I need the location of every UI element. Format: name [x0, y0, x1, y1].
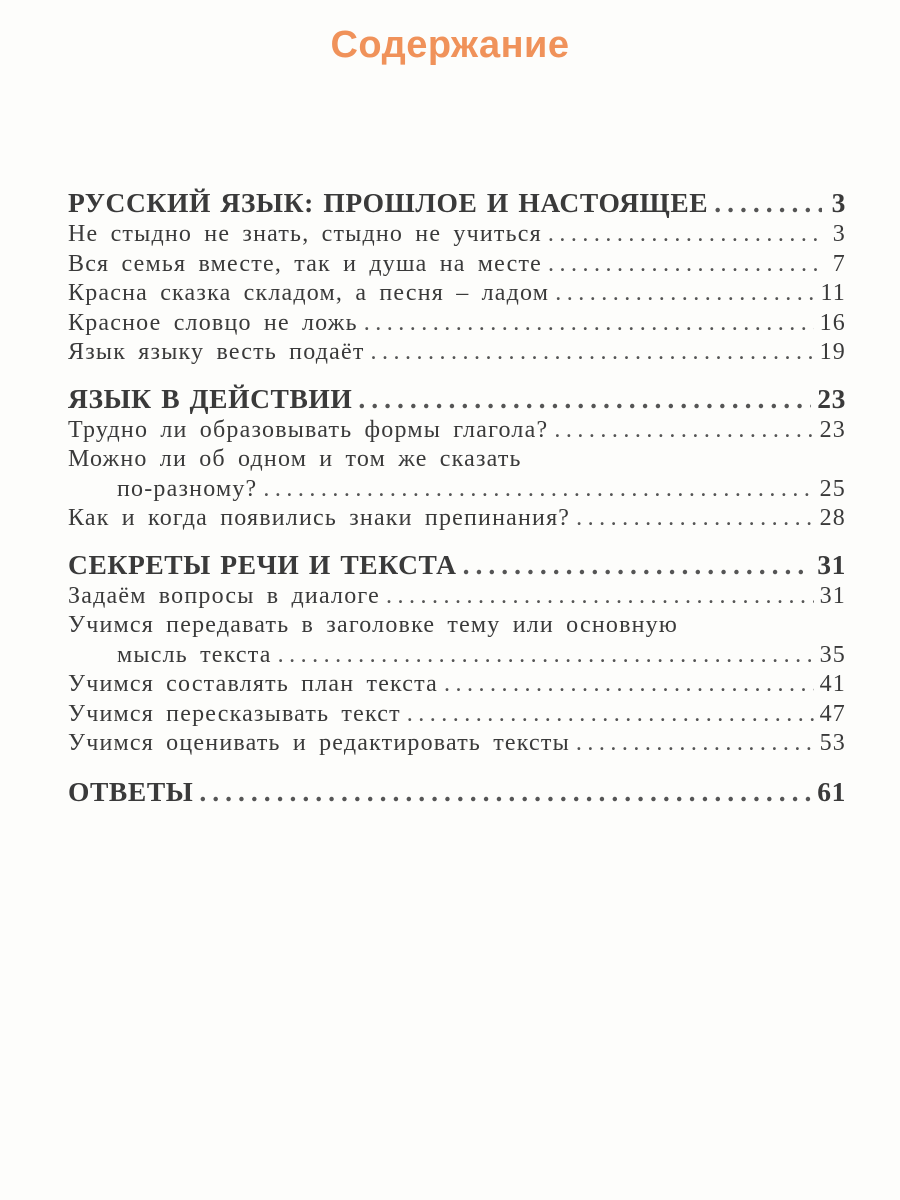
entry-title: Как и когда появились знаки препинания? [68, 505, 571, 531]
toc-entry[interactable] [68, 416, 846, 446]
dot-leader [554, 416, 813, 446]
entry-title: Язык языку весть подаёт [68, 339, 365, 365]
section-title: ОТВЕТЫ [68, 775, 194, 807]
dot-leader [444, 670, 814, 700]
entry-title-line-1[interactable]: Можно ли об одном и том же сказать [68, 446, 522, 472]
dot-leader [386, 582, 814, 612]
section-title: РУССКИЙ ЯЗЫК: ПРОШЛОЕ И НАСТОЯЩЕЕ [68, 187, 709, 218]
dot-leader [407, 700, 814, 730]
dot-leader [548, 250, 822, 280]
dot-leader [358, 382, 811, 416]
page-number: 3 [831, 187, 846, 218]
dot-leader [263, 475, 813, 505]
toc-entry[interactable] [68, 338, 846, 368]
entry-title: Трудно ли образовывать формы глагола? [68, 416, 549, 443]
page-number: 35 [819, 641, 846, 668]
entry-title-line-2: по-разному? [117, 475, 258, 502]
section-title: ЯЗЫК В ДЕЙСТВИИ [68, 382, 353, 414]
dot-leader [576, 729, 814, 759]
toc-entry[interactable] [68, 729, 846, 759]
dot-leader [278, 641, 814, 671]
page-number: 11 [820, 280, 846, 306]
toc-entry[interactable] [68, 582, 846, 612]
toc-entry[interactable] [68, 670, 846, 700]
dot-leader [364, 309, 814, 339]
page-number: 7 [832, 250, 846, 277]
page-number: 31 [819, 582, 846, 609]
page-number: 28 [819, 505, 846, 531]
entry-title: Не стыдно не знать, стыдно не учиться [68, 221, 542, 247]
page-number: 53 [819, 730, 846, 756]
toc-entry[interactable] [68, 641, 846, 671]
toc-entry[interactable] [68, 309, 846, 339]
toc-entry[interactable] [68, 250, 846, 280]
entry-title: Красна сказка складом, а песня – ладом [68, 280, 550, 306]
entry-title-line-2: мысль текста [117, 641, 272, 668]
entry-title-line-1[interactable]: Учимся передавать в заголовке тему или основную [68, 612, 678, 638]
page-number: 23 [819, 416, 846, 443]
page-number: 25 [819, 475, 846, 502]
toc-entry[interactable] [68, 475, 846, 505]
section-title: СЕКРЕТЫ РЕЧИ И ТЕКСТА [68, 548, 457, 580]
toc-section-2[interactable] [68, 382, 846, 416]
entry-title: Учимся составлять план текста [68, 671, 438, 697]
toc-entry[interactable] [68, 220, 846, 250]
dot-leader [371, 338, 814, 368]
toc-entry[interactable] [68, 504, 846, 534]
dot-leader [548, 220, 822, 250]
entry-title: Вся семья вместе, так и душа на месте [68, 250, 543, 277]
page-number: 16 [819, 309, 846, 336]
dot-leader [463, 548, 812, 582]
dot-leader [576, 504, 813, 534]
entry-title: Задаём вопросы в диалоге [68, 582, 380, 609]
entry-title: Учимся пересказывать текст [68, 700, 401, 727]
dot-leader [199, 775, 811, 809]
toc-entry[interactable] [68, 700, 846, 730]
page-number: 19 [819, 339, 846, 365]
entry-title: Красное словцо не ложь [68, 309, 358, 336]
dot-leader [555, 279, 814, 309]
page-number: 47 [819, 700, 846, 727]
page-number: 23 [817, 382, 846, 414]
toc-section-1[interactable] [68, 186, 846, 220]
toc-entry[interactable] [68, 279, 846, 309]
page-number: 3 [832, 221, 846, 247]
entry-title: Учимся оценивать и редактировать тексты [68, 730, 570, 756]
toc-section-3[interactable] [68, 548, 846, 582]
toc-section-answers[interactable] [68, 775, 846, 809]
page-number: 61 [817, 775, 846, 807]
page-number: 41 [819, 671, 846, 697]
dot-leader [714, 186, 822, 220]
page-number: 31 [817, 548, 846, 580]
table-of-contents [68, 186, 846, 809]
page-title: Содержание [330, 24, 570, 66]
